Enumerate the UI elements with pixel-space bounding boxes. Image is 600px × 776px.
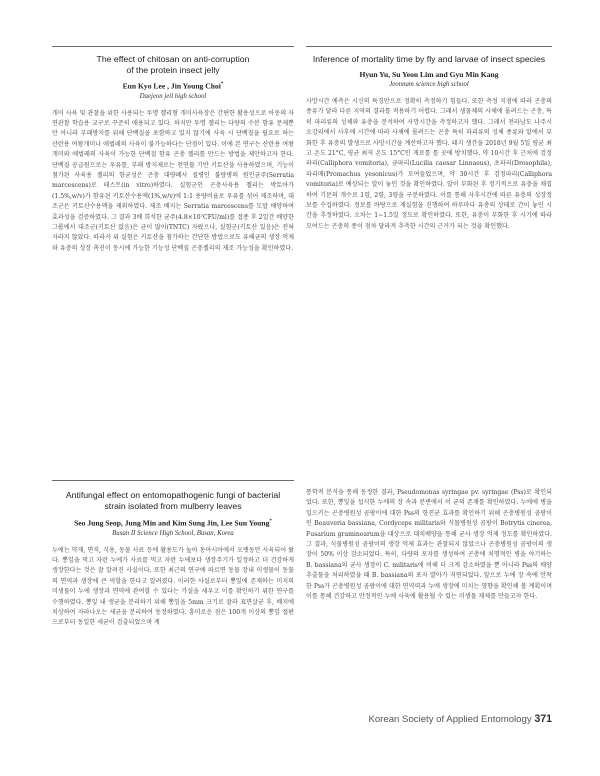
page-footer xyxy=(342,713,552,725)
rule-mid-left xyxy=(52,480,294,481)
article-body: 개미 사육 및 관찰을 위한 사용되는 투명 젤리형 개미사육장은 간편한 활용성으로 아동의 자연관찰 학습용 교구로 꾸준히 애용되고 있다. 하지만 투명 젤리는 다량의 수분 함유 문제뿐만 아니라 부패방지를 위해 단백질을 포함하고 있지 않기에 사육 시 단백질을 필요로 하는 산란용 여왕개미나 애벌레의 사육이 불가능하다는 단점이 있다. 이에 본 연구는 산란용 여왕개미와 애벌레의 사육이 가능한 단백질 함유 곤충 젤리를 만드는 방법을 제안하고자 한다. 단백질 공급원으로는 우유를, 부패 방지제로는 천연물 기반 키토산을 사용하였으며, 기능이 첨가된 사육용 젤리의 항균성은 곤충 대량폐사 질병인 불량병의 원인균주(Serratia marcescens)로 테스트(in vitro)하였다. 실험군인 곤충사육용 젤리는 박토아가(1.5%,w/v)가 함유된 키토산수용액(1%,w/v)에 1:1 용량비율로 우유를 섞어 제조하며, 대조군은 키토산수용액을 제외하였다. 제조 배지는 Serratia marcescens를 도말 배양하여 효과성을 검증하였다. 그 결과 3배 희석한 균주(4.8×10⁷CFU/ml)를 접종 후 2일간 배양한 그룹에서 대조군(키토산 없음)은 균이 많이(TNTC) 자랐으나, 실험군(키토산 있음)은 전혀 자라지 않았다. 따라서 위 실험은 키토산을 첨가하는 간단한 방법으로도 유해균의 생장 억제와 유충의 성장 촉진이 동시에 가능한 기능성 단백질 곤충젤리의 제조 가능성을 확인하였다. xyxy=(52,109,294,252)
article-affiliation: Daejeon jeil high school xyxy=(139,92,207,100)
article-antifungal-continued xyxy=(306,488,552,602)
article-affiliation: Jeonnam science high school xyxy=(389,81,469,88)
article-authors: Eun Kyo Lee , Jin Young Choi* xyxy=(122,81,224,91)
page-number: 371 xyxy=(534,713,552,725)
article-authors: Seo Jung Seop, Jung Min and Kim Sung Jin, Lee Sun Young* xyxy=(74,518,272,528)
rule-top-left xyxy=(52,46,294,47)
article-body: 통학적 분석을 통해 동정한 결과, Pseudomonas syringae pv. syringae (Pss)로 확인되었다. 또한, 뽕잎을 섭식한 누에의 장 속과 분변에서 이 균의 존재를 확인하였다. 누에에 병을 일으키는 곤충병원성 곰팡이에 대한 Pss의 항진균 효과를 확인하기 위해 곤충병원성 곰팡이인 Beauveria bassiana, Cordyceps militaris와 식물병원성 곰팡이 Botrytis cinerea, Fusarium graminearum을 대상으로 대치배양을 통해 균사 생장 억제 정도를 확인하였다. 그 결과, 식물병원성 곰팡이의 생장 억제 효과는 관찰되지 않았으나 곤충병원성 곰팡이의 생장이 50% 이상 감소되었다. 특히, 다량의 포자를 생성하여 곤충에 치명적인 병을 야기하는 B. bassiana의 균사 생장이 C. militaris에 비해 더 크게 감소하였을 뿐 아니라 Pss의 배양 추출물을 처리하였을 때 B. bassiana의 포자 발아가 저연되었다. 앞으로 누에 장 속에 안착한 Pss가 곤충병원성 곰팡이에 대한 면역력과 누에 생장에 미치는 영향을 확인해 볼 계획이며 이를 통해 건강하고 안정적인 누에 사육에 활용될 수 있는 미생물 제제를 만들고자 한다. xyxy=(306,489,552,601)
article-mortality xyxy=(306,54,552,232)
rule-top-right xyxy=(306,46,552,47)
article-title: Inference of mortality time by fly and larvae of insect species xyxy=(312,54,546,64)
article-authors: Hyun Yu, Su Yeon Lim and Gyu Min Kang xyxy=(359,70,499,79)
article-body: 사망시간 예측은 시신의 특징만으로 정확히 측정하기 힘들다. 또한 측정 지점에 따라 곤충의 종류가 달라 다른 지역의 결과를 적용하기 어렵다. 그래서 생물체의 사체에 몰려드는 곤충, 특히 파리류의 성체와 유충을 분석하여 사망시간을 측정하고자 했다. 그래서 전라남도 나주시 오강리에서 사후에 시간에 따라 사체에 몰려드는 곤충 특히 파리류의 성체 종류와 알에서 부화한 후 유충의 발생으로 사망시간을 계산하고자 했다. 돼지 생간을 2018년 9월 5일 평균 최고 온도 21°C, 평균 최저 온도 15°C인 재료를 틀 곳에 방치했다. 약 10시간 후 근처에 검정파리(Calliphora vomitoria), 금파리(Lucilia caesar Linnaeus), 초파리(Drosophila), 파리매(Promachus yesonicus)가 모여들었으며, 약 30시간 후 검정파리(Calliphora vomitoria)로 예상되는 알이 놓인 것을 확인하였다. 알이 부화된 후 정기적으로 유충을 채집하여 기문의 개수로 1령, 2령, 3령을 구분하였다. 이를 통해 사후시간에 따른 유충의 성장정보를 수집하였다. 정보를 바탕으로 재실험을 진행하여 하루마다 유충의 상태로 간이 놓인 시간을 추정하였다. 오차는 1~1.5일 정도로 확인하였다. 또한, 유충이 부화한 후 시기에 따라 모여드는 곤충의 종이 점차 달라져 추측한 시간의 근거가 되는 것을 확인했다. xyxy=(306,98,552,230)
article-title: Antifungal effect on entomopathogenic fungi of bacterial strain isolated from mulberry leaves xyxy=(65,490,281,511)
article-chitosan xyxy=(52,54,294,254)
article-antifungal xyxy=(52,490,294,629)
article-body: 누에는 약재, 면직, 식용, 동물 사료 등에 활용도가 높아 동아시아에서 오랫동안 사육되어 왔다. 뽕잎을 먹고 자란 누에가 사료를 먹고 자란 누에보다 생장주기가 일정하고 더 건강하게 생장한다는 것은 잘 알려진 사실이다. 또한 최근의 연구에 따르면 동물 장내 미생물이 동물의 면역과 생장에 큰 역할을 한다고 알려졌다. 이러한 사실로부터 뽕잎에 존재하는 미지의 미생물이 누에 생장과 면역에 관여할 수 있다는 가설을 세우고 이를 확인하기 위한 연구를 수행하였다. 뽕잎 내 생균을 분리하기 위해 뽕잎을 5mm 크기로 잘라 표면살균 후, 배지에 치상하여 자라나오는 세균을 분리하여 동정하였다. 흥미로운 점은 100개 이상의 뽕잎 절편으로부터 동일한 세균이 검출되었으며 계 xyxy=(52,546,294,627)
society-name: Korean Society of Applied Entomology xyxy=(368,714,532,725)
article-title: The effect of chitosan on anti-corruption of the protein insect jelly xyxy=(96,54,250,75)
article-affiliation: Busan II Science High School, Busan, Korea xyxy=(112,529,234,537)
